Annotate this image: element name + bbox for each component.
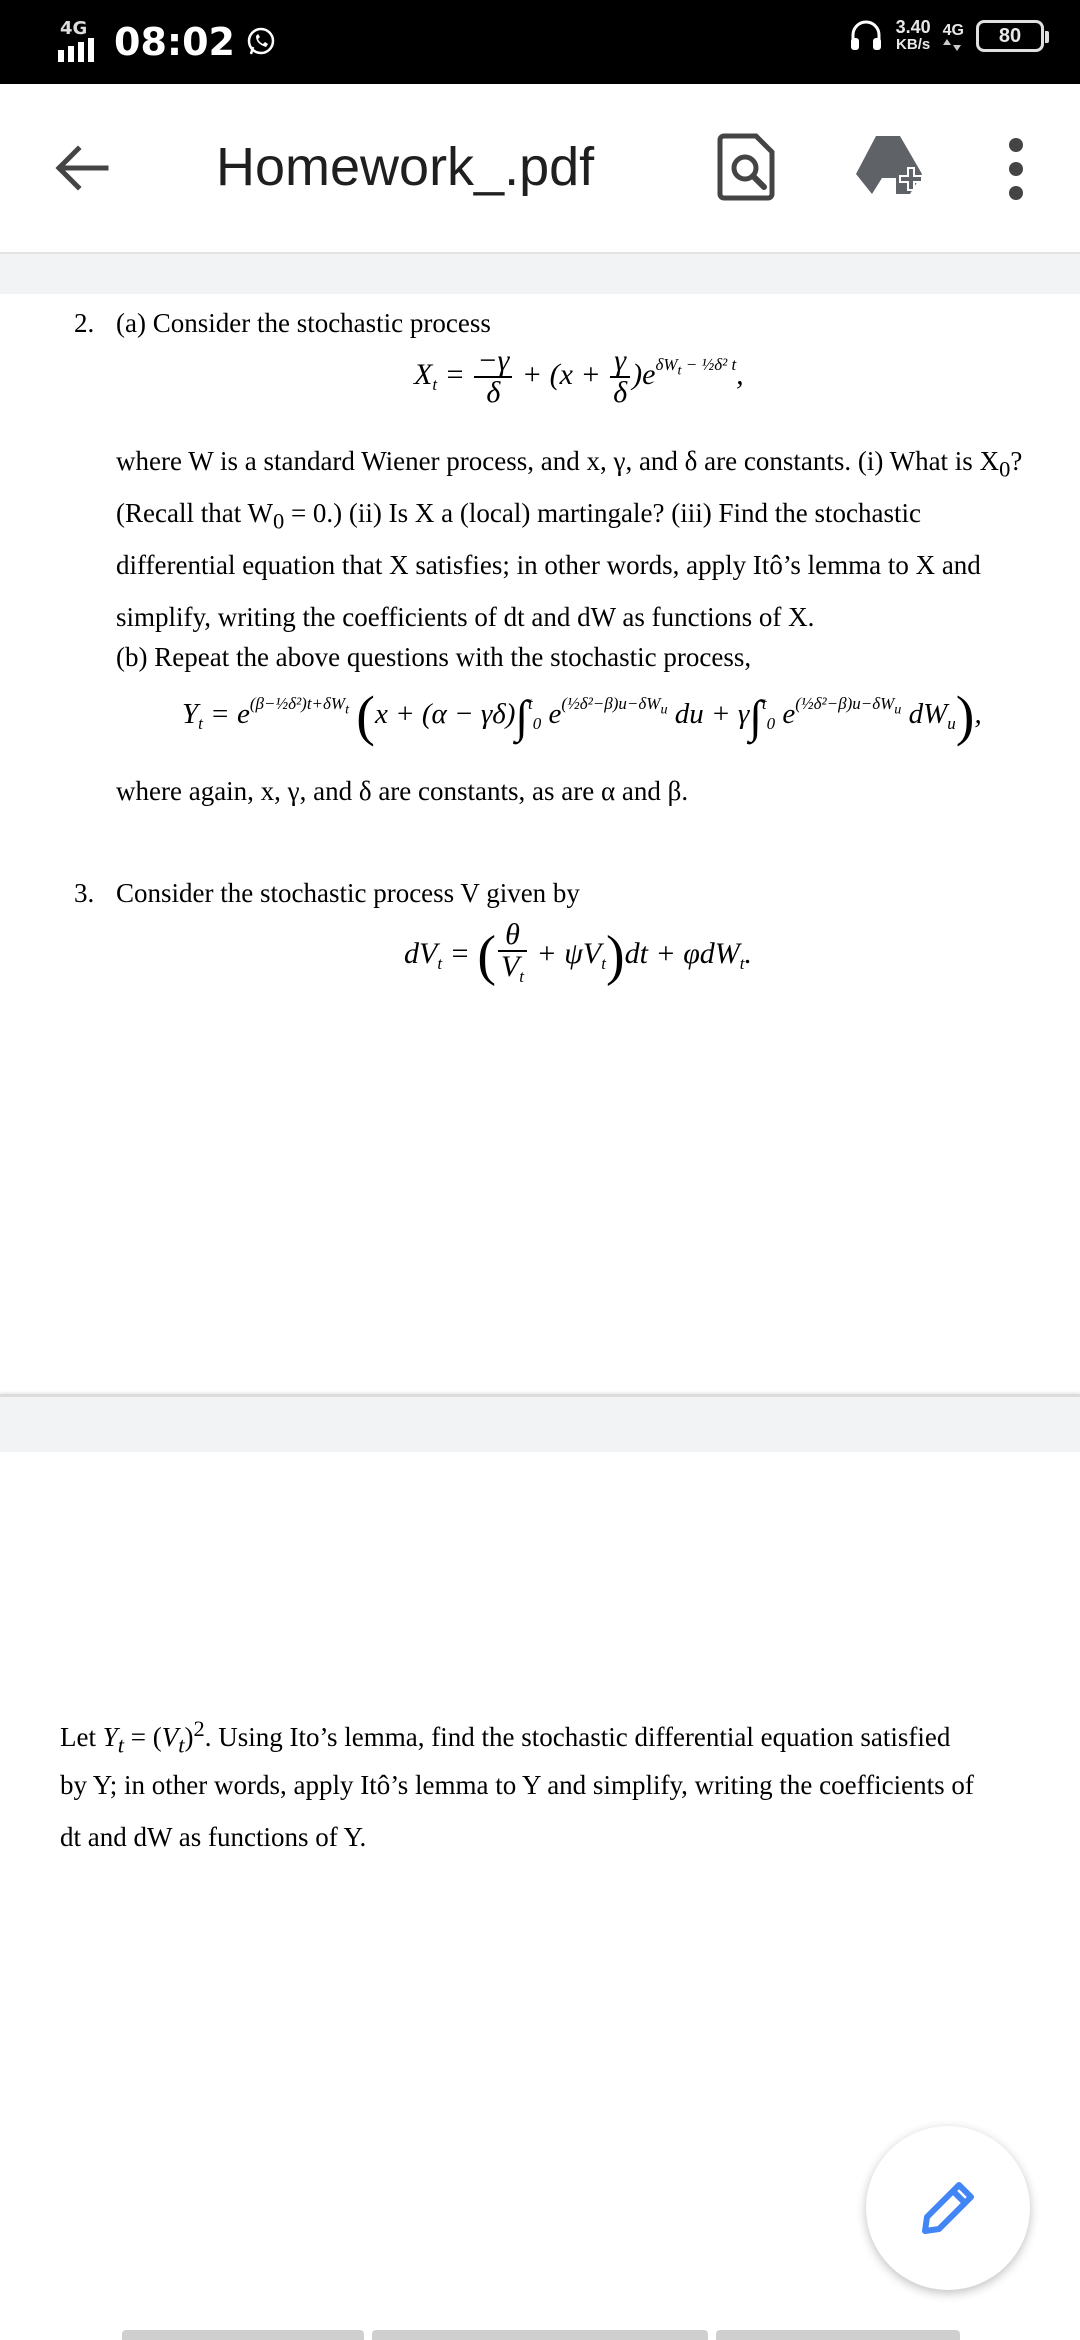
network-type: 4G xyxy=(942,21,964,39)
network-type-indicator xyxy=(943,22,964,51)
network-label: 4G xyxy=(60,18,88,39)
nav-bar-segment xyxy=(372,2330,708,2340)
data-arrows-icon xyxy=(943,39,963,51)
more-vert-icon[interactable] xyxy=(998,134,1034,204)
question-2a-line-1: where W is a standard Wiener process, and x, γ, and δ are constants. (i) What is $X_0$? xyxy=(116,446,1023,482)
equation-dv-t: $dV_t$ = ( $\frac{\theta}{V_t}$ + $\psi V_t)dt + \varphi dW_t$. xyxy=(404,918,753,987)
question-2b-after: where again, x, γ, and δ are constants, as are α and β. xyxy=(116,776,689,806)
page-gap xyxy=(0,252,1080,294)
speed-unit: KB/s xyxy=(896,36,931,53)
back-arrow-icon[interactable] xyxy=(50,136,114,200)
app-bar xyxy=(0,84,1080,252)
nav-bar-segment xyxy=(716,2330,960,2340)
clock: 08:02 xyxy=(114,20,235,64)
add-to-drive-icon[interactable] xyxy=(852,130,926,204)
status-right xyxy=(848,18,1044,54)
question-2b-intro: (b) Repeat the above questions with the stochastic process, xyxy=(116,642,752,672)
document-title: Homework_.pdf xyxy=(216,137,595,197)
nav-bar-segment xyxy=(122,2330,364,2340)
pdf-page-1[interactable] xyxy=(0,294,1080,1394)
page-2-line-2: by Y; in other words, apply Itô’s lemma to Y and simplify, writing the coefficients of xyxy=(60,1770,974,1800)
find-in-document-icon[interactable] xyxy=(712,132,782,202)
battery-indicator xyxy=(976,20,1044,52)
edit-pencil-icon xyxy=(913,2173,983,2243)
speed-value: 3.40 xyxy=(895,17,931,37)
battery-level: 80 xyxy=(998,24,1022,47)
equation-x-t: $X_t$ = $\frac{-\gamma}{\delta}$ + (x + $\frac{\gamma}{\delta}$ )$e^{\delta W_t - \frac{1}{2}\delta^2 t}$, xyxy=(414,344,744,409)
signal-strength-icon xyxy=(58,18,112,66)
network-speed xyxy=(896,19,931,53)
question-2a-intro: (a) Consider the stochastic process xyxy=(116,308,491,338)
question-2a-line-2: (Recall that $W_0 = 0$.) (ii) Is X a (local) martingale? (iii) Find the stochastic xyxy=(116,498,921,534)
question-2a-line-3: differential equation that X satisfies; in other words, apply Itô’s lemma to X and xyxy=(116,550,981,580)
question-3-intro: Consider the stochastic process V given by xyxy=(116,878,580,908)
question-2-number: 2. xyxy=(74,308,95,338)
equation-y-t: $Y_t = e^{(\beta-\frac{1}{2}\delta^2)t+\delta W_t}$ (x + (α − γδ)∫$^t_0$ $e^{(\frac{1}{2}\delta^2-\beta)u-\delta W_u}$ du + γ∫$^t_0$ $e^{(\frac{1}{2}\delta^2-\beta)u-\delta W_u}$ $dW_u$), xyxy=(182,685,982,748)
page-gap xyxy=(0,1394,1080,1452)
page-2-line-3: dt and dW as functions of Y. xyxy=(60,1822,367,1852)
status-left xyxy=(58,18,277,66)
edit-fab-button[interactable] xyxy=(866,2126,1030,2290)
status-bar xyxy=(0,0,1080,84)
headphones-icon xyxy=(848,18,884,54)
question-2a-line-4: simplify, writing the coefficients of dt and dW as functions of X. xyxy=(116,602,815,632)
page-2-line-1: Let $Y_t = (V_t)^2$. Using Ito’s lemma, find the stochastic differential equation satisfied xyxy=(60,1716,951,1758)
question-3-number: 3. xyxy=(74,878,95,908)
whatsapp-icon xyxy=(245,26,277,58)
